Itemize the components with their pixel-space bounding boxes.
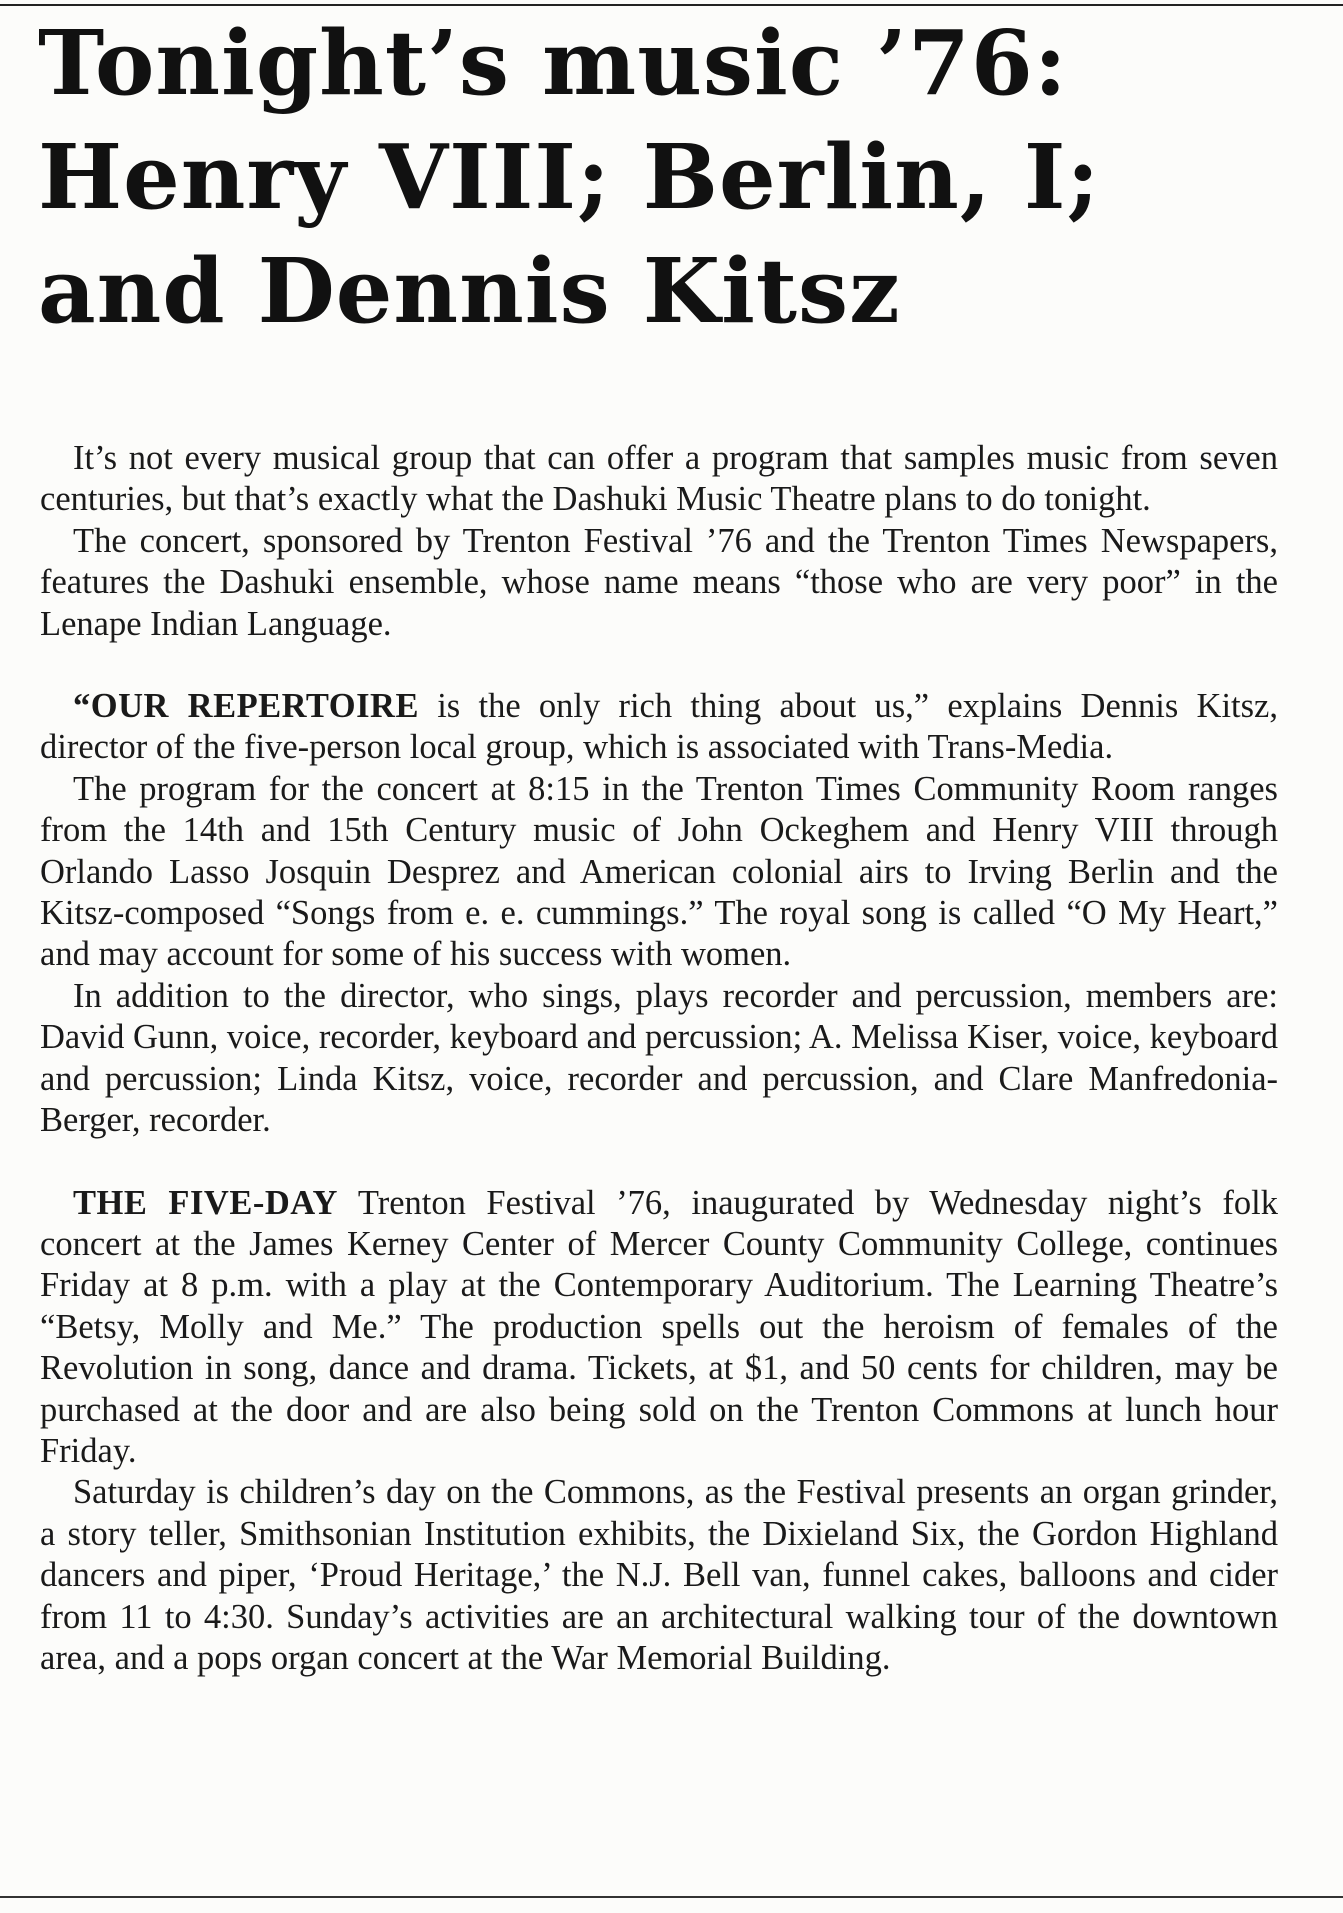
paragraph-7 [40, 1472, 1278, 1679]
paragraph-1 [40, 438, 1278, 521]
headline-line-1: Tonight’s music ’76: [38, 10, 1068, 115]
article-body [40, 438, 1278, 1679]
paragraph-6 [40, 1183, 1278, 1473]
paragraph-3 [40, 686, 1278, 769]
paragraph-5 [40, 976, 1278, 1142]
paragraph-text: Saturday is children’s day on the Commons, as the Festival presents an organ grinder, a story teller, Smithsonian Institution exhibits, the Dixieland Six, the Gordon Highland dancers and piper, ‘Proud Heritage,’ the N.J. Bell van, funnel cakes, balloons and cider from 11 to 4:30. Sunday’s activities are an architectural walking tour of the downtown area, and a pops organ concert at the War Memorial Building. [40, 1473, 1278, 1677]
paragraph-2 [40, 521, 1278, 645]
headline-line-2: Henry VIII; Berlin, I; [38, 124, 1101, 229]
bottom-rule [0, 1896, 1343, 1898]
headline-line-3: and Dennis Kitsz [38, 238, 901, 343]
paragraph-text: In addition to the director, who sings, plays recorder and percussion, members are: David Gunn, voice, recorder, keyboard and percussion; A. Melissa Kiser, voice, keyboard and percussion; Linda Kitsz, voice, recorder and percussion, and Clare Manfredonia-Berger, recorder. [40, 976, 1278, 1140]
paragraph-4 [40, 769, 1278, 976]
paragraph-text: The program for the concert at 8:15 in the Trenton Times Community Room ranges from the 14th and 15th Century music of John Ockeghem and Henry VIII through Orlando Lasso Josquin Desprez and American colonial airs to Irving Berlin and the Kitsz-composed “Songs from e. e. cummings.” The royal song is called “O My Heart,” and may account for some of his success with women. [40, 769, 1278, 974]
paragraph-text: The concert, sponsored by Trenton Festival ’76 and the Trenton Times Newspapers, features the Dashuki ensemble, whose name means “those who are very poor” in the Lenape Indian Language. [40, 521, 1278, 643]
paragraph-text: Trenton Festival ’76, inaugurated by Wednesday night’s folk concert at the James Kerney Center of Mercer County Community College, continues Friday at 8 p.m. with a play at the Contemporary Auditorium. The Learning Theatre’s “Betsy, Molly and Me.” The production spells out the heroism of females of the Revolution in song, dance and drama. Tickets, at $1, and 50 cents for children, may be purchased at the door and are also being sold on the Trenton Commons at lunch hour Friday. [40, 1183, 1278, 1470]
paragraph-text: It’s not every musical group that can offer a program that samples music from seven centuries, but that’s exactly what the Dashuki Music Theatre plans to do tonight. [40, 439, 1278, 519]
headline [38, 6, 1308, 348]
lead-in-our-repertoire: “OUR REPERTOIRE [73, 687, 419, 726]
paragraph-text: is the only rich thing about us,” explains Dennis Kitsz, director of the five-person local group, which is associated with Trans-Media. [40, 687, 1278, 767]
lead-in-five-day: THE FIVE-DAY [73, 1183, 338, 1222]
